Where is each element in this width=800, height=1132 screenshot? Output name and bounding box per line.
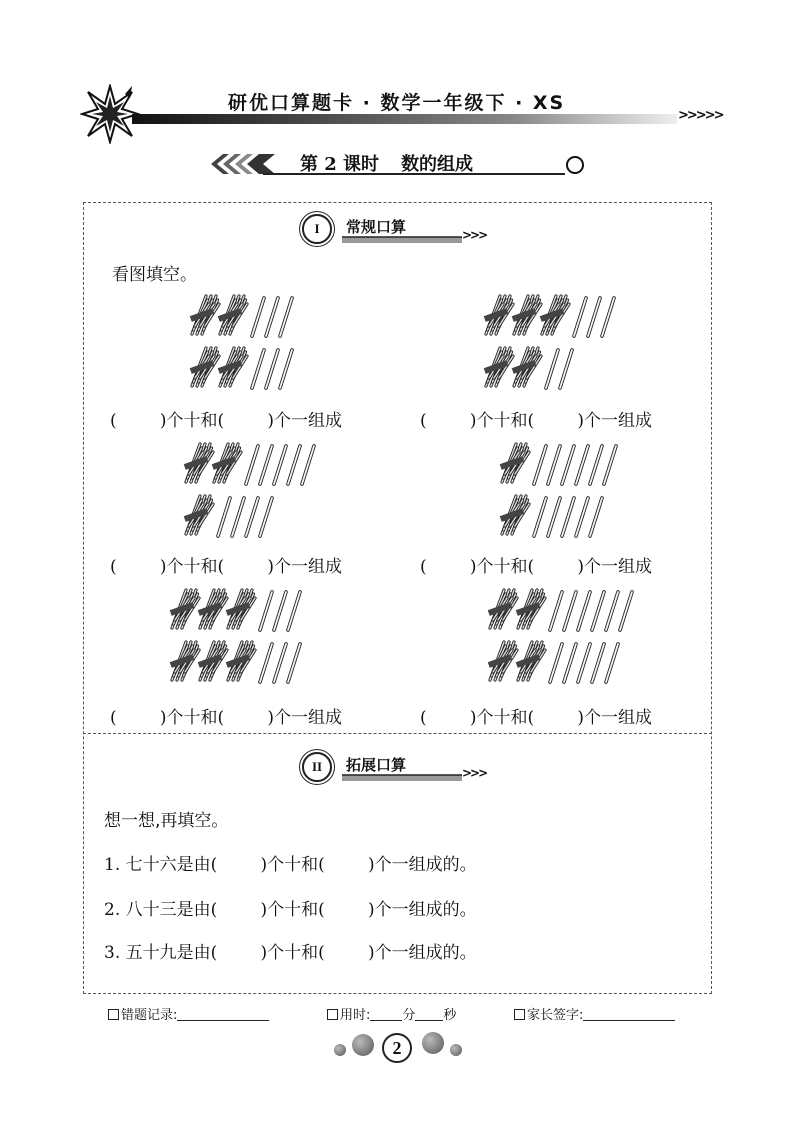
sticks-picture-5 bbox=[160, 586, 340, 692]
single-stick bbox=[534, 446, 546, 484]
sticks-picture-4 bbox=[490, 440, 640, 544]
seconds-blank[interactable] bbox=[415, 1009, 443, 1021]
lesson-number: 第 2 课时 bbox=[300, 154, 380, 175]
single-stick bbox=[274, 446, 286, 484]
bundle-of-ten bbox=[198, 590, 227, 628]
single-stick bbox=[620, 592, 632, 630]
single-stick bbox=[578, 644, 590, 682]
single-stick bbox=[576, 446, 588, 484]
single-stick bbox=[232, 498, 244, 536]
single-stick bbox=[604, 446, 616, 484]
single-stick bbox=[602, 298, 614, 336]
page-number-ornament bbox=[330, 1030, 470, 1066]
lesson-title bbox=[300, 150, 473, 176]
single-stick bbox=[592, 644, 604, 682]
single-stick bbox=[534, 498, 546, 536]
bundle-of-ten bbox=[226, 590, 255, 628]
single-stick bbox=[260, 644, 272, 682]
single-stick bbox=[590, 446, 602, 484]
time-label: 用时: bbox=[340, 1008, 371, 1023]
section-1-instruction: 看图填空。 bbox=[112, 265, 197, 285]
question-1: 1. 七十六是由( )个十和( )个一组成的。 bbox=[104, 855, 477, 875]
single-stick bbox=[266, 350, 278, 388]
sticks-picture-1 bbox=[180, 292, 340, 396]
time-used bbox=[327, 1004, 456, 1023]
single-stick bbox=[564, 644, 576, 682]
parent-checkbox[interactable] bbox=[514, 1009, 525, 1020]
minutes-label: 分 bbox=[402, 1008, 416, 1023]
minutes-blank[interactable] bbox=[370, 1009, 402, 1021]
section-2-label: 拓展口算 bbox=[346, 756, 407, 774]
single-stick bbox=[548, 446, 560, 484]
single-stick bbox=[588, 298, 600, 336]
bundle-of-ten bbox=[218, 348, 247, 386]
bundle-of-ten bbox=[540, 296, 569, 334]
mistakes-label: 错题记录: bbox=[121, 1008, 178, 1023]
single-stick bbox=[218, 498, 230, 536]
single-stick bbox=[606, 644, 618, 682]
single-stick bbox=[560, 350, 572, 388]
bundle-of-ten bbox=[488, 642, 517, 680]
single-stick bbox=[606, 592, 618, 630]
single-stick bbox=[574, 298, 586, 336]
fill-line-6: ( )个十和( )个一组成 bbox=[420, 708, 652, 728]
section-divider bbox=[83, 733, 712, 734]
bundle-of-ten bbox=[218, 296, 247, 334]
bundle-of-ten bbox=[488, 590, 517, 628]
single-stick bbox=[550, 592, 562, 630]
bundle-of-ten bbox=[516, 642, 545, 680]
section-1-arrows: >>> bbox=[462, 228, 487, 242]
single-stick bbox=[578, 592, 590, 630]
seconds-label: 秒 bbox=[443, 1008, 457, 1023]
single-stick bbox=[260, 446, 272, 484]
decor-dot bbox=[352, 1034, 374, 1056]
header-gradient-bar bbox=[132, 112, 712, 126]
single-stick bbox=[274, 644, 286, 682]
single-stick bbox=[562, 498, 574, 536]
sticks-picture-6 bbox=[478, 586, 638, 692]
mistakes-blank[interactable] bbox=[177, 1009, 269, 1021]
header-arrows: >>>>> bbox=[678, 108, 723, 123]
section-2-instruction: 想一想,再填空。 bbox=[104, 811, 229, 831]
time-checkbox[interactable] bbox=[327, 1009, 338, 1020]
bundle-of-ten bbox=[512, 296, 541, 334]
section-1-hatch-line bbox=[342, 236, 462, 244]
bundle-of-ten bbox=[170, 642, 199, 680]
bundle-of-ten bbox=[184, 496, 213, 534]
single-stick bbox=[252, 298, 264, 336]
single-stick bbox=[280, 350, 292, 388]
section-2-badge: II bbox=[302, 752, 332, 782]
bundle-of-ten bbox=[212, 444, 241, 482]
question-3: 3. 五十九是由( )个十和( )个一组成的。 bbox=[104, 943, 477, 963]
single-stick bbox=[576, 498, 588, 536]
section-1-label: 常规口算 bbox=[346, 218, 407, 236]
mistakes-checkbox[interactable] bbox=[108, 1009, 119, 1020]
single-stick bbox=[280, 298, 292, 336]
bundle-of-ten bbox=[484, 348, 513, 386]
mistakes-record bbox=[108, 1004, 269, 1023]
single-stick bbox=[266, 298, 278, 336]
page-number: 2 bbox=[382, 1033, 412, 1063]
sticks-picture-2 bbox=[474, 292, 644, 396]
parent-label: 家长签字: bbox=[527, 1008, 584, 1023]
bundle-of-ten bbox=[500, 496, 529, 534]
fill-line-4: ( )个十和( )个一组成 bbox=[420, 557, 652, 577]
single-stick bbox=[260, 592, 272, 630]
fill-line-3: ( )个十和( )个一组成 bbox=[110, 557, 342, 577]
parent-signature-blank[interactable] bbox=[583, 1009, 675, 1021]
fill-line-5: ( )个十和( )个一组成 bbox=[110, 708, 342, 728]
fill-line-2: ( )个十和( )个一组成 bbox=[420, 411, 652, 431]
bundle-of-ten bbox=[226, 642, 255, 680]
fill-line-1: ( )个十和( )个一组成 bbox=[110, 411, 342, 431]
section-2-arrows: >>> bbox=[462, 766, 487, 780]
section-1-header bbox=[302, 212, 502, 246]
single-stick bbox=[550, 644, 562, 682]
single-stick bbox=[288, 446, 300, 484]
question-2: 2. 八十三是由( )个十和( )个一组成的。 bbox=[104, 900, 477, 920]
bundle-of-ten bbox=[198, 642, 227, 680]
single-stick bbox=[564, 592, 576, 630]
single-stick bbox=[592, 592, 604, 630]
section-2-hatch-line bbox=[342, 774, 462, 782]
single-stick bbox=[590, 498, 602, 536]
sticks-picture-3 bbox=[174, 440, 334, 544]
section-1-badge: I bbox=[302, 214, 332, 244]
single-stick bbox=[274, 592, 286, 630]
decor-dot bbox=[450, 1044, 462, 1056]
bundle-of-ten bbox=[512, 348, 541, 386]
section-2-header bbox=[302, 750, 502, 784]
bundle-of-ten bbox=[184, 444, 213, 482]
single-stick bbox=[546, 350, 558, 388]
bundle-of-ten bbox=[500, 444, 529, 482]
single-stick bbox=[288, 592, 300, 630]
star-burst-logo bbox=[80, 84, 140, 144]
single-stick bbox=[260, 498, 272, 536]
single-stick bbox=[246, 446, 258, 484]
parent-signature bbox=[514, 1004, 675, 1023]
bundle-of-ten bbox=[516, 590, 545, 628]
bundle-of-ten bbox=[190, 348, 219, 386]
single-stick bbox=[548, 498, 560, 536]
decor-dot bbox=[422, 1032, 444, 1054]
decor-dot bbox=[334, 1044, 346, 1056]
single-stick bbox=[246, 498, 258, 536]
single-stick bbox=[288, 644, 300, 682]
single-stick bbox=[562, 446, 574, 484]
lesson-topic: 数的组成 bbox=[401, 154, 474, 175]
bundle-of-ten bbox=[170, 590, 199, 628]
bundle-of-ten bbox=[484, 296, 513, 334]
single-stick bbox=[302, 446, 314, 484]
bundle-of-ten bbox=[190, 296, 219, 334]
single-stick bbox=[252, 350, 264, 388]
book-title: 研优口算题卡 · 数学一年级下 · XS bbox=[228, 92, 566, 114]
